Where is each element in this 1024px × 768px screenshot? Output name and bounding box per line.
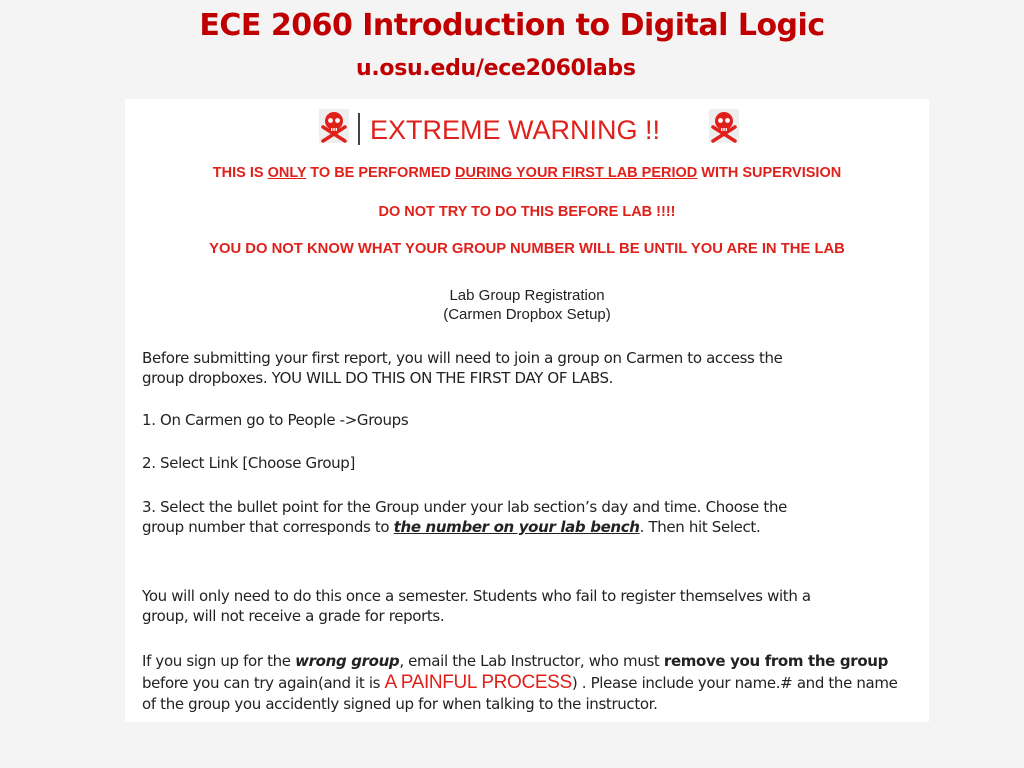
warning-header [125, 109, 929, 149]
warning-text: WITH SUPERVISION [697, 165, 842, 181]
registration-title: Lab Group Registration [449, 287, 605, 304]
course-url: u.osu.edu/ece2060labs [356, 56, 636, 81]
step-3-text: . Then hit Select. [639, 518, 761, 536]
warning-text: THIS IS [212, 165, 268, 181]
wrong-group-note [142, 651, 902, 715]
warning-divider [358, 113, 360, 145]
registration-notice [125, 99, 929, 722]
intro-paragraph: Before submitting your first report, you will need to join a group on Carmen to access the group dropboxes. YOU WILL DO THIS ON THE FIRST DAY OF LABS. [142, 349, 783, 387]
remove-emphasis: remove you from the group [663, 652, 888, 670]
note-text: If you sign up for the [142, 652, 296, 670]
once-per-semester-note: You will only need to do this once a semester. Students who fail to register themselves with a group, will not receive a grade for reports. [142, 587, 811, 625]
lab-bench-emphasis: the number on your lab bench [393, 518, 640, 536]
warning-emphasis: DURING YOUR FIRST LAB PERIOD [455, 165, 698, 181]
step-3 [142, 497, 787, 537]
before-lab-warning: DO NOT TRY TO DO THIS BEFORE LAB !!!! [378, 204, 676, 220]
painful-process-emphasis: A PAINFUL PROCESS [384, 672, 572, 693]
skull-crossbones-icon [319, 109, 349, 143]
warning-text: TO BE PERFORMED [306, 165, 456, 181]
warning-title: EXTREME WARNING !! [370, 115, 661, 145]
skull-crossbones-icon [709, 109, 739, 143]
wrong-group-emphasis: wrong group [295, 652, 400, 670]
note-text: ) . Please include your name.# and the name of the group you accidently signed up for when talking to the instructor. [142, 674, 898, 713]
slide-title: ECE 2060 Introduction to Digital Logic [199, 8, 825, 43]
step-2: 2. Select Link [Choose Group] [142, 454, 355, 472]
step-3-text: 3. Select the bullet point for the Group under your lab section’s day and time. Choose the group number that corresponds to [142, 498, 787, 536]
group-number-warning: YOU DO NOT KNOW WHAT YOUR GROUP NUMBER WILL BE UNTIL YOU ARE IN THE LAB [209, 241, 845, 257]
registration-subtitle: (Carmen Dropbox Setup) [443, 306, 611, 323]
note-text: before you can try again(and it is [142, 674, 385, 692]
note-text: , email the Lab Instructor, who must [399, 652, 664, 670]
supervision-warning [125, 165, 929, 181]
step-1: 1. On Carmen go to People ->Groups [142, 411, 409, 429]
warning-emphasis: ONLY [267, 165, 307, 181]
